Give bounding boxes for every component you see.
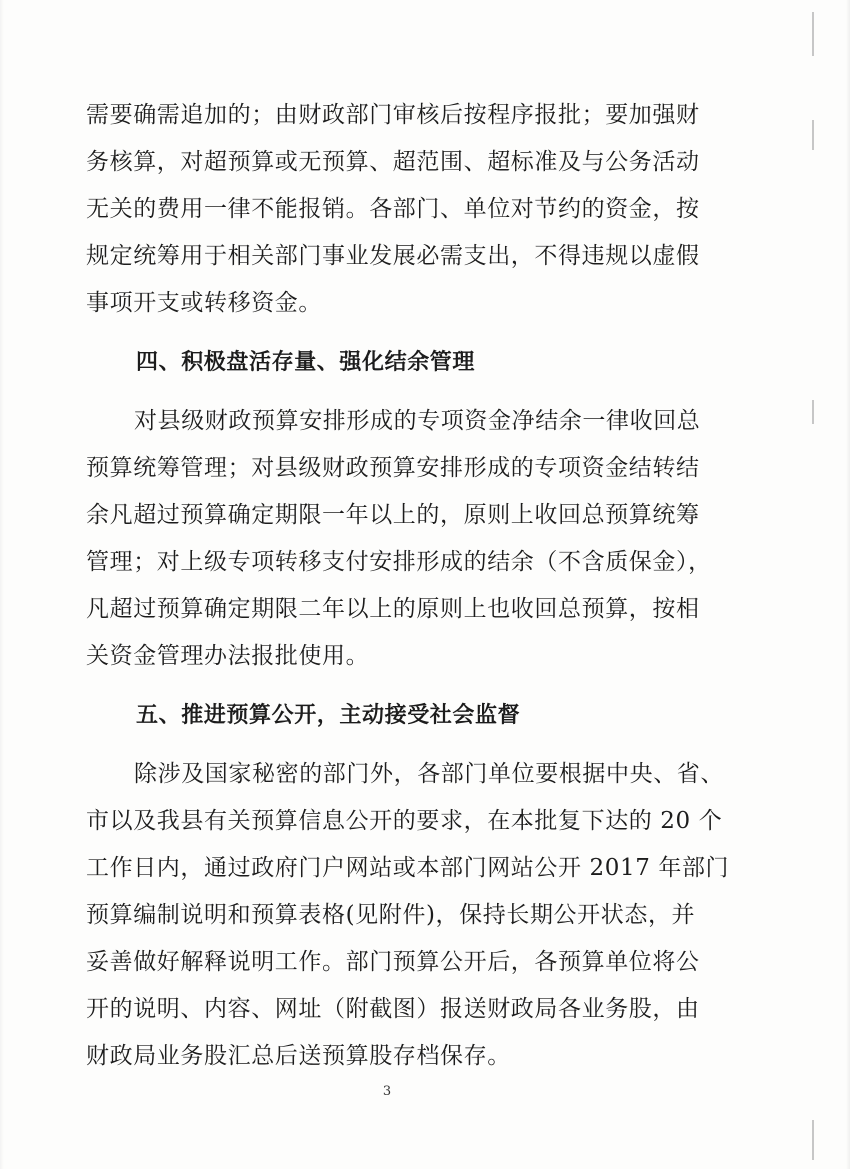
text-line: 工作日内，通过政府门户网站或本部门网站公开 2017 年部门 — [86, 855, 730, 881]
text-line: 事项开支或转移资金。 — [86, 290, 322, 316]
text-line: 对县级财政预算安排形成的专项资金净结余一律收回总 — [134, 408, 701, 434]
document-body — [86, 92, 730, 1080]
scan-mark — [812, 400, 814, 424]
text-line: 凡超过预算确定期限二年以上的原则上也收回总预算，按相 — [86, 596, 700, 622]
text-line: 开的说明、内容、网址（附截图）报送财政局各业务股，由 — [86, 996, 700, 1022]
section-heading-5: 五、推进预算公开，主动接受社会监督 — [136, 703, 521, 728]
text-line: 除涉及国家秘密的部门外，各部门单位要根据中央、省、 — [134, 761, 724, 787]
text-line: 规定统筹用于相关部门事业发展必需支出，不得违规以虚假 — [86, 243, 700, 269]
paragraph-continuation — [86, 92, 700, 327]
text-line: 管理；对上级专项转移支付安排形成的结余（不含质保金）， — [86, 549, 712, 575]
text-line: 预算统筹管理；对县级财政预算安排形成的专项资金结转结 — [86, 455, 700, 481]
scan-shadow-left — [0, 0, 4, 1169]
section-heading-4: 四、积极盘活存量、强化结余管理 — [136, 350, 476, 375]
text-line: 预算编制说明和预算表格(见附件)，保持长期公开状态，并 — [86, 902, 696, 928]
text-line: 财政局业务股汇总后送预算股存档保存。 — [86, 1043, 511, 1069]
scan-mark — [812, 120, 814, 150]
text-line: 务核算，对超预算或无预算、超范围、超标准及与公务活动 — [86, 149, 700, 175]
text-line: 无关的费用一律不能报销。各部门、单位对节约的资金，按 — [86, 196, 700, 222]
page-number: 3 — [382, 1084, 392, 1099]
text-line: 需要确需追加的；由财政部门审核后按程序报批；要加强财 — [86, 102, 700, 128]
scan-mark — [812, 1120, 814, 1160]
section-4-paragraph — [86, 398, 712, 680]
section-5-paragraph — [86, 751, 730, 1080]
text-line: 余凡超过预算确定期限一年以上的，原则上收回总预算统筹 — [86, 502, 700, 528]
scan-shadow-right — [846, 0, 850, 1169]
text-line: 关资金管理办法报批使用。 — [86, 643, 370, 669]
scan-mark — [812, 12, 814, 56]
text-line: 妥善做好解释说明工作。部门预算公开后，各预算单位将公 — [86, 949, 700, 975]
text-line: 市以及我县有关预算信息公开的要求，在本批复下达的 20 个 — [86, 808, 723, 834]
